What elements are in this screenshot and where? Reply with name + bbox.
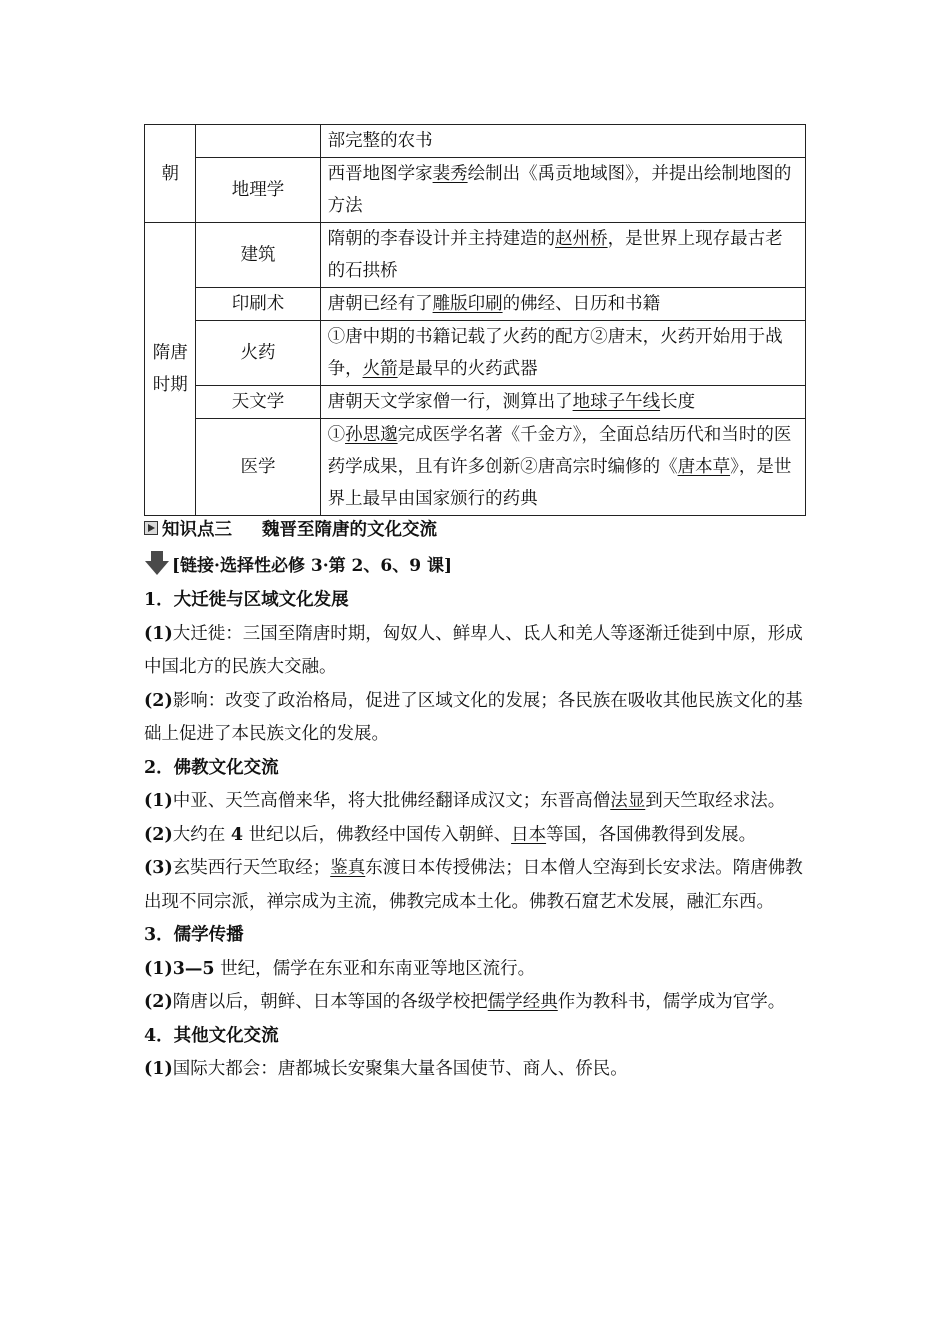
underlined-term: 法显: [610, 791, 646, 811]
section-heading: [144, 514, 437, 542]
underlined-term: 日本: [511, 824, 547, 845]
link-text: [链接·选择性必修 3·第 2、6、9 课]: [172, 555, 452, 576]
desc-cell: 西晋地图学家裴秀绘制出《禹贡地域图》，并提出绘制地图的方法: [320, 158, 805, 223]
table-row: [145, 223, 806, 288]
era-cell: 隋唐 时期: [145, 223, 196, 516]
underlined-term: 鉴真: [330, 858, 366, 878]
paragraph: (1)国际大都会：唐都城长安聚集大量各国使节、商人、侨民。: [144, 1059, 628, 1079]
link-reference: [144, 548, 452, 578]
field-cell: 火药: [196, 321, 320, 386]
underlined-term: 裴秀: [432, 164, 468, 184]
underlined-term: 儒学经典: [487, 992, 558, 1012]
desc-cell: 隋朝的李春设计并主持建造的赵州桥，是世界上现存最古老的石拱桥: [320, 223, 805, 288]
table-row: [145, 419, 806, 516]
underlined-term: 赵州桥: [555, 229, 608, 249]
knowledge-table: [144, 124, 806, 516]
desc-cell: 唐朝已经有了雕版印刷的佛经、日历和书籍: [320, 288, 805, 321]
era-cell: 朝: [145, 125, 196, 223]
underlined-term: 孙思邈: [345, 425, 398, 445]
field-cell: 天文学: [196, 386, 320, 419]
field-cell: 印刷术: [196, 288, 320, 321]
subheading: 1．大迁徙与区域文化发展: [144, 590, 349, 610]
field-cell: [196, 125, 320, 158]
section-title: 魏晋至隋唐的文化交流: [262, 519, 437, 540]
paragraph: (2)影响：改变了政治格局，促进了区域文化的发展；各民族在吸收其他民族文化的基础上促进了本民族文化的发展。: [144, 690, 803, 744]
section-label: 知识点三: [162, 519, 232, 540]
field-cell: 建筑: [196, 223, 320, 288]
down-arrow-icon: [144, 550, 170, 576]
desc-cell: ①唐中期的书籍记载了火药的配方②唐末，火药开始用于战争，火箭是最早的火药武器: [320, 321, 805, 386]
paragraph: (1)大迁徙：三国至隋唐时期，匈奴人、鲜卑人、氐人和羌人等逐渐迁徙到中原，形成中国北方的民族大交融。: [144, 623, 803, 677]
field-cell: 医学: [196, 419, 320, 516]
table-row: [145, 158, 806, 223]
subheading: 3．儒学传播: [144, 925, 244, 945]
play-triangle-icon: [144, 521, 158, 535]
paragraph: (3)玄奘西行天竺取经；鉴真东渡日本传授佛法；日本僧人空海到长安求法。隋唐佛教出现不同宗派，禅宗成为主流，佛教完成本土化。佛教石窟艺术发展，融汇东西。: [144, 858, 803, 912]
subheading: 2．佛教文化交流: [144, 757, 279, 778]
desc-cell: 唐朝天文学家僧一行，测算出了地球子午线长度: [320, 386, 805, 419]
paragraph: (2)大约在 4 世纪以后，佛教经中国传入朝鲜、日本等国，各国佛教得到发展。: [144, 824, 757, 845]
underlined-term: 唐本草: [677, 457, 731, 477]
table-row: [145, 288, 806, 321]
body-text: [144, 584, 816, 1087]
underlined-term: 雕版印刷: [432, 294, 503, 314]
table-row: [145, 125, 806, 158]
table-row: [145, 386, 806, 419]
subheading: 4．其他文化交流: [144, 1025, 279, 1046]
paragraph: (2)隋唐以后，朝鲜、日本等国的各级学校把儒学经典作为教科书，儒学成为官学。: [144, 992, 786, 1012]
table-row: [145, 321, 806, 386]
paragraph: (1)中亚、天竺高僧来华，将大批佛经翻译成汉文；东晋高僧法显到天竺取经求法。: [144, 791, 786, 811]
underlined-term: 地球子午线: [572, 392, 661, 412]
underlined-term: 火箭: [362, 359, 398, 379]
desc-cell: 部完整的农书: [320, 125, 805, 158]
field-cell: 地理学: [196, 158, 320, 223]
desc-cell: ①孙思邈完成医学名著《千金方》，全面总结历代和当时的医药学成果，且有许多创新②唐高宗时编修的《唐本草》，是世界上最早由国家颁行的药典: [320, 419, 805, 516]
paragraph: (1)3—5 世纪，儒学在东亚和东南亚等地区流行。: [144, 958, 536, 979]
